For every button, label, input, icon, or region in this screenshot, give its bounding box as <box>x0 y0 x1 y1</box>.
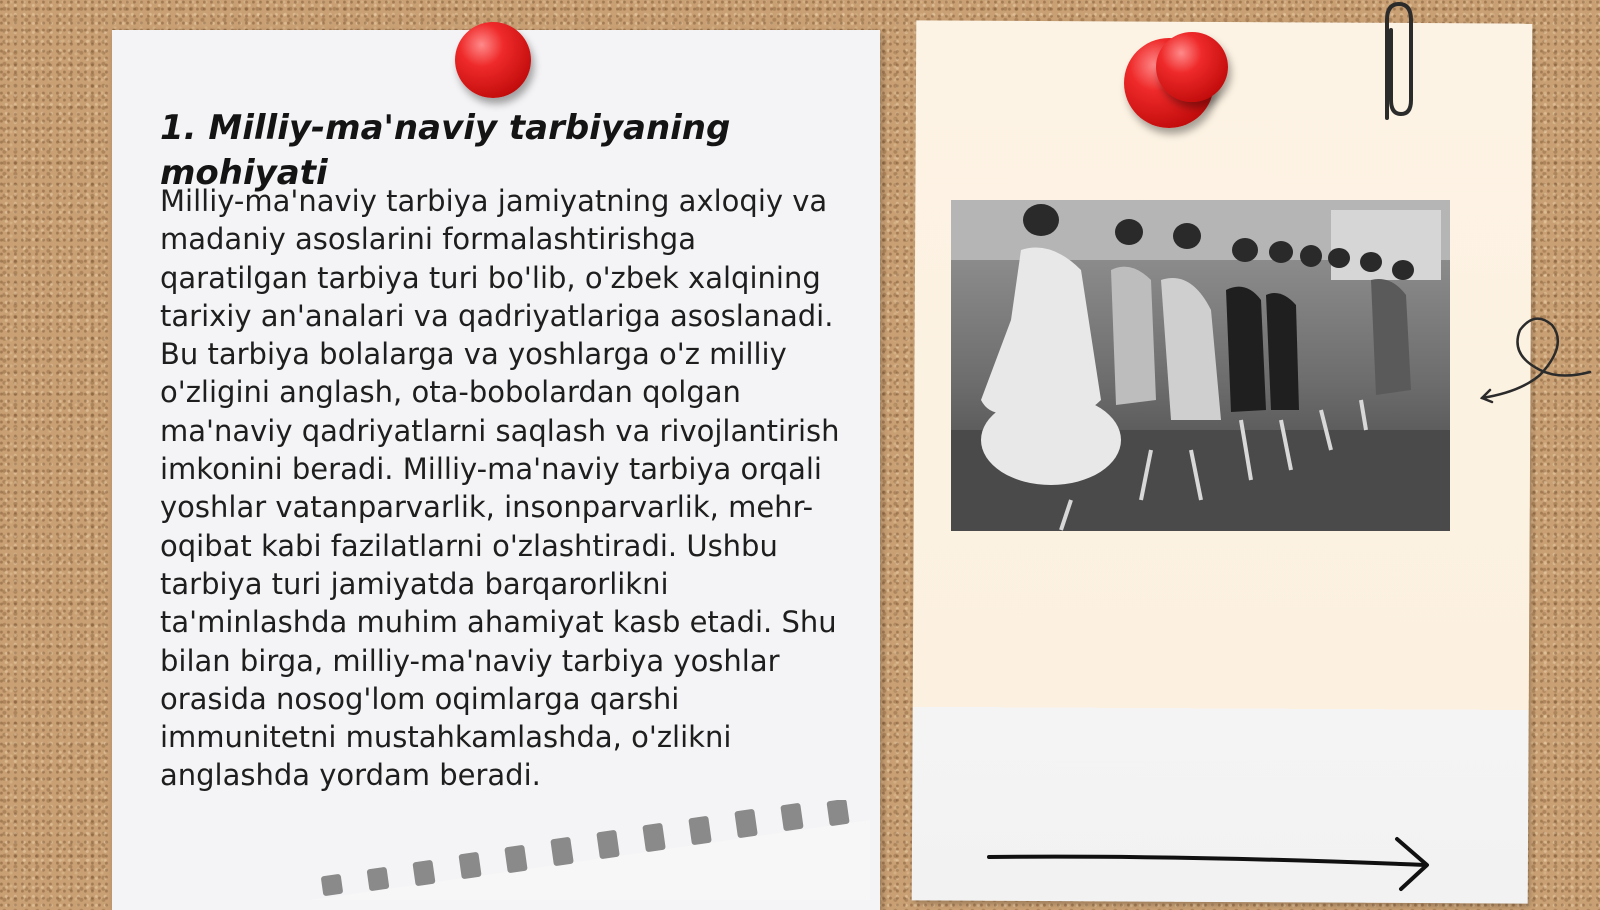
arrow-right-icon <box>985 835 1445 895</box>
slide-title: 1. Milliy-ma'naviy tarbiyaning mohiyati <box>160 108 731 193</box>
torn-paper-edge <box>310 800 870 900</box>
paper-clip-icon <box>1375 0 1419 125</box>
historical-photo <box>951 200 1450 531</box>
push-pin-icon <box>1156 32 1228 102</box>
curly-arrow-icon <box>1480 310 1600 410</box>
slide-body-text: Milliy-ma'naviy tarbiya jamiyatning axloqiy va madaniy asoslarini formalashtirishga qaratilgan tarbiya turi bo'lib, o'zbek xalqining tarixiy an'analari va qadriyatlariga asoslanadi. Bu tarbiya bolalarga va yoshlarga o'z milliy o'zligini anglash, ota-bobolardan qolgan ma'naviy qadriyatlarni saqlash va rivojlantirish imkonini beradi. Milliy-ma'naviy tarbiya orqali yoshlar vatanparvarlik, insonparvarlik, mehr-oqibat kabi fazilatlarni o'zlashtiradi. Ushbu tarbiya turi jamiyatda barqarorlikni ta'minlashda muhim ahamiyat kasb etadi. Shu bilan birga, milliy-ma'naviy tarbiya yoshlar orasida nosog'lom oqimlarga qarshi immunitetni mustahkamlashda, o'zlikni anglashda yordam beradi. <box>160 184 840 793</box>
push-pin-icon <box>455 22 531 98</box>
